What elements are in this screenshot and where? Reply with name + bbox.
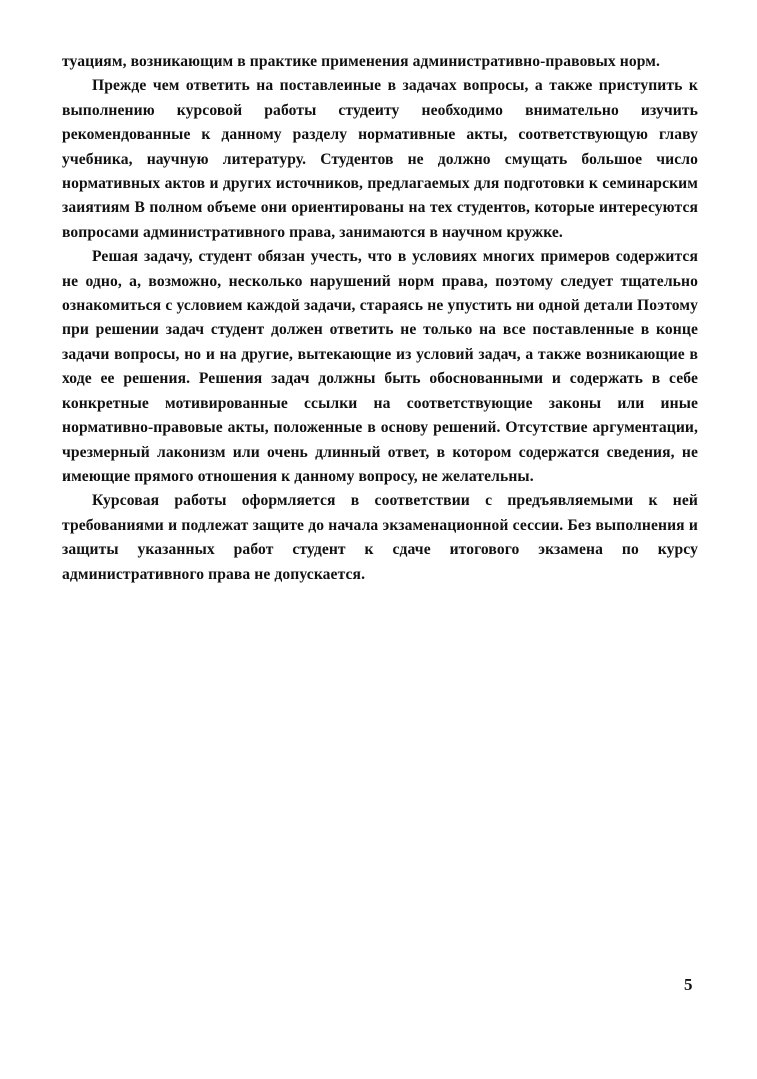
body-text <box>62 50 698 587</box>
paragraph-solving-tasks: Решая задачу, студент обязан учесть, что в условиях многих примеров содержится не одно, а, возможно, несколько нарушений норм права, поэтому следует тщательно ознакомиться с условием каждой задачи, стараясь не упустить ни одной детали Поэтому при решении задач студент должен ответить не только на все поставленные в конце задачи вопросы, но и на другие, вытекающие из условий задач, а также возникающие в ходе ее решения. Решения задач должны быть обоснованными и содержать в себе конкретные мотивированные ссылки на соответствующие законы или иные нормативно-правовые акты, положенные в основу решений. Отсутствие аргументации, чрезмерный лаконизм или очень длинный ответ, в котором содержатся сведения, не имеющие прямого отношения к данному вопросу, не желательны. <box>62 248 698 485</box>
paragraph-coursework: Курсовая работы оформляется в соответствии с предъявляемыми к ней требованиями и подлежат защите до начала экзаменационной сессии. Без выполнения и защиты указанных работ студент к сдаче итогового экзамена по курсу административного права не допускается. <box>62 492 698 583</box>
paragraph-preparation: Прежде чем ответить на поставлеиные в задачах вопросы, а также приступить к выполнению курсовой работы студеиту необходимо внимательно изучить рекомендованные к данному разделу нормативные акты, соответствующую главу учебника, научную литературу. Студентов не должно смущать большое число нормативных актов и других источников, предлагаемых для подготовки к семинарским заиятиям В полном объеме они ориентированы на тех студентов, которые интересуются вопросами административного права, занимаются в научном кружке. <box>62 77 698 241</box>
page-number: 5 <box>684 975 693 994</box>
paragraph-continuation: туациям, возникающим в практике применения административно-правовых норм. <box>62 53 661 70</box>
